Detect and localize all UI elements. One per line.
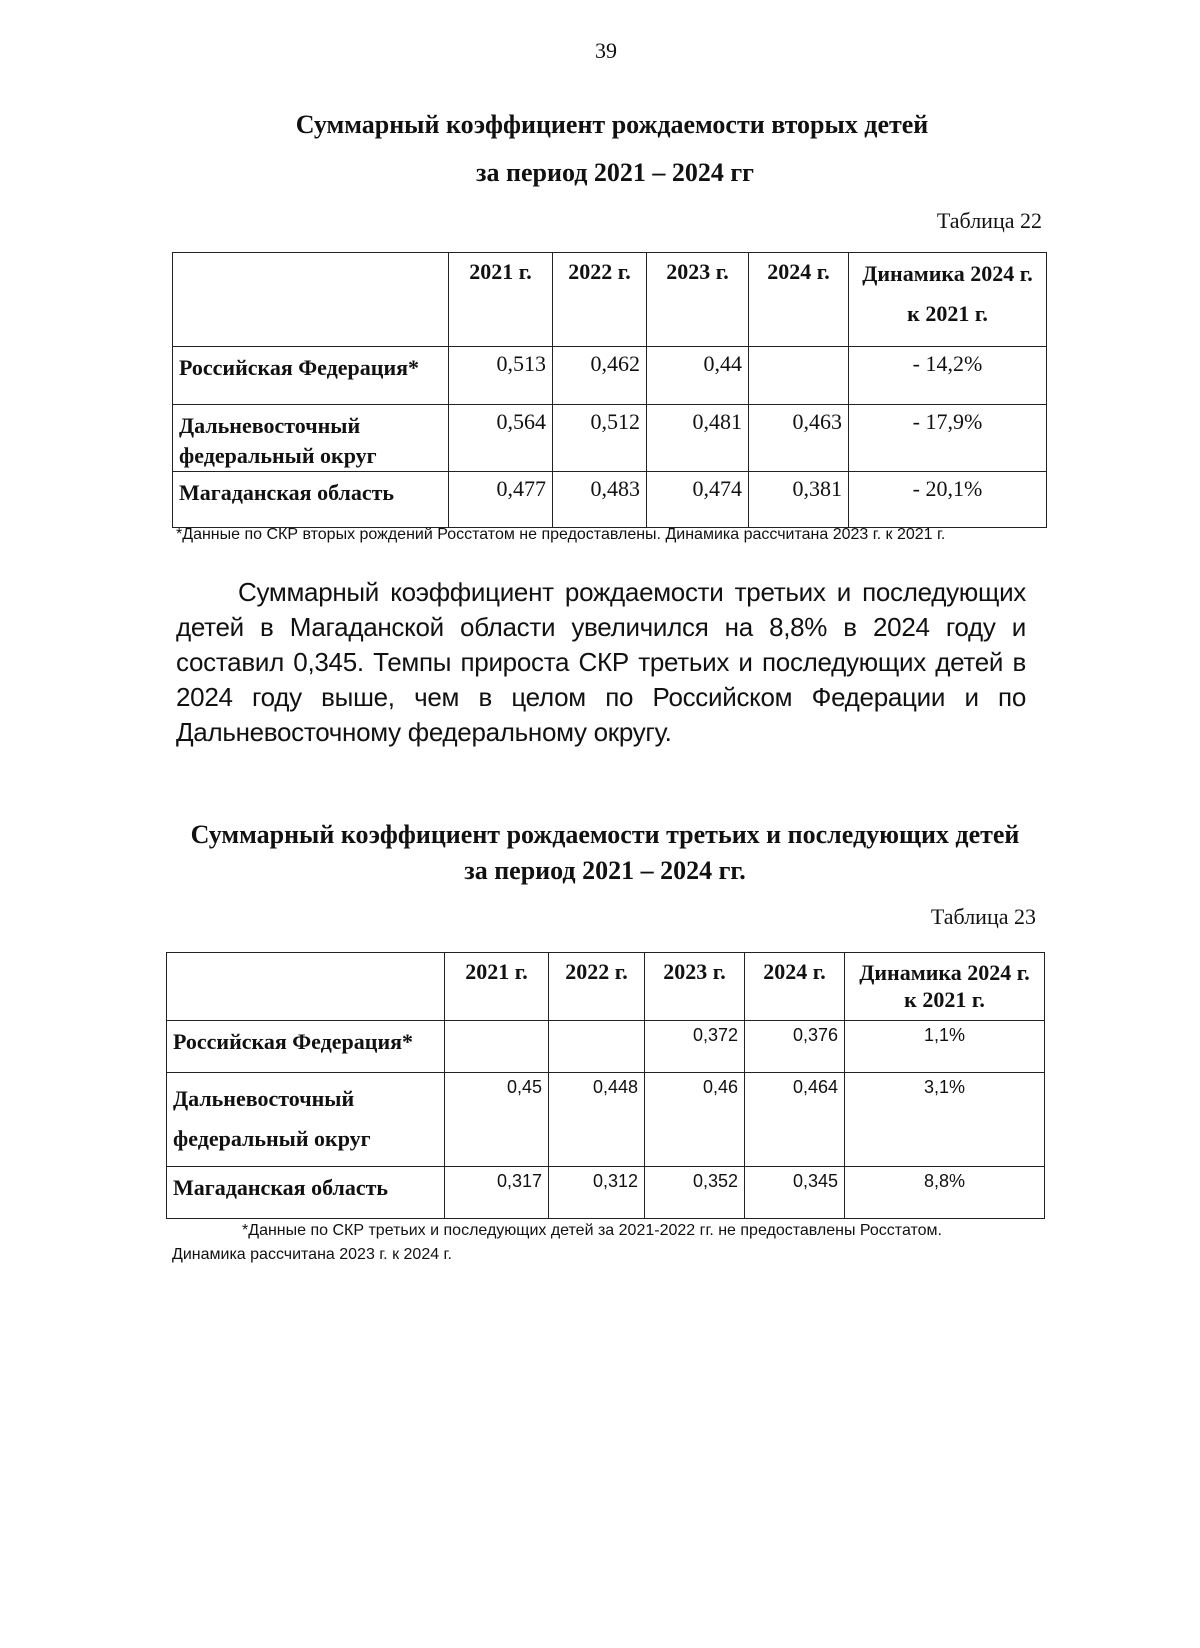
- table23-row-label-line2: федеральный округ: [173, 1126, 371, 1151]
- table22-cell: 0,477: [449, 472, 553, 528]
- table22-header-dynamics: [849, 253, 1047, 347]
- table22-row-label: Магаданская область: [173, 472, 449, 528]
- table22-cell: 0,483: [553, 472, 647, 528]
- table22-dynamics-cell: - 14,2%: [849, 347, 1047, 405]
- table23-cell: 0,464: [745, 1073, 845, 1167]
- table23-title-line2: за период 2021 – 2024 гг.: [464, 856, 746, 885]
- table23-dynamics-cell: 3,1%: [845, 1073, 1045, 1167]
- table23-header-2024: 2024 г.: [745, 953, 845, 1021]
- table23: [166, 952, 1045, 1219]
- table22-dynamics-cell: - 17,9%: [849, 405, 1047, 472]
- table23-dynamics-cell: 1,1%: [845, 1021, 1045, 1073]
- table23-row-label: Российская Федерация*: [167, 1021, 445, 1073]
- table-row: [167, 1021, 1045, 1073]
- table22-caption: Таблица 22: [936, 208, 1042, 233]
- table22-header-2022: 2022 г.: [553, 253, 647, 347]
- table23-footnote-line2: Динамика рассчитана 2023 г. к 2024 г.: [172, 1246, 452, 1263]
- table23-row-label: [167, 1073, 445, 1167]
- table-row: [173, 405, 1047, 472]
- table23-cell: 0,317: [445, 1167, 549, 1219]
- table22-cell: 0,512: [553, 405, 647, 472]
- table23-caption: Таблица 23: [930, 904, 1036, 929]
- table23-cell: 0,46: [645, 1073, 745, 1167]
- table23-cell: 0,372: [645, 1021, 745, 1073]
- table22-cell: 0,564: [449, 405, 553, 472]
- table22-cell: 0,463: [749, 405, 849, 472]
- table22-cell: 0,474: [647, 472, 749, 528]
- table22-dynamics-cell: - 20,1%: [849, 472, 1047, 528]
- table23-header-dynamics-line2: к 2021 г.: [904, 987, 985, 1012]
- table22-header-empty: [173, 253, 449, 347]
- table22-cell: 0,462: [553, 347, 647, 405]
- table22-row-label: Дальневосточный федеральный округ: [173, 405, 449, 472]
- table23-cell: 0,352: [645, 1167, 745, 1219]
- table22-header-dynamics-line2: к 2021 г.: [907, 301, 988, 326]
- body-paragraph: [176, 575, 1026, 750]
- table22-header-2024: 2024 г.: [749, 253, 849, 347]
- table23-cell: [549, 1021, 645, 1073]
- table23-header-2023: 2023 г.: [645, 953, 745, 1021]
- table22-header-2023: 2023 г.: [647, 253, 749, 347]
- table23-header-empty: [167, 953, 445, 1021]
- table22-footnote: *Данные по СКР вторых рождений Росстатом не предоставлены. Динамика рассчитана 2023 г. к 2021 г.: [176, 526, 946, 543]
- table23-row-label: Магаданская область: [167, 1167, 445, 1219]
- table23-header-row: [167, 953, 1045, 1021]
- table23-cell: 0,312: [549, 1167, 645, 1219]
- table22-cell: 0,381: [749, 472, 849, 528]
- table22-header-2021: 2021 г.: [449, 253, 553, 347]
- table22-title-line2: за период 2021 – 2024 гг: [476, 158, 754, 187]
- table23-cell: [445, 1021, 549, 1073]
- table23-cell: 0,376: [745, 1021, 845, 1073]
- table23-cell: 0,45: [445, 1073, 549, 1167]
- body-paragraph-text: Суммарный коэффициент рождаемости третьих и последующих детей в Магаданской области увеличился на 8,8% в 2024 году и составил 0,345. Темпы прироста СКР третьих и последующих детей в 2024 году выше, чем в целом по Российском Федерации и по Дальневосточному федеральному округу.: [176, 577, 1026, 747]
- table22-cell: [749, 347, 849, 405]
- table22-cell: 0,513: [449, 347, 553, 405]
- table23-cell: 0,448: [549, 1073, 645, 1167]
- table23-row-label-line1: Дальневосточный: [173, 1086, 355, 1111]
- table23-footnote-line1: *Данные по СКР третьих и последующих детей за 2021-2022 гг. не предоставлены Росстатом.: [242, 1222, 942, 1239]
- table23-header-dynamics: [845, 953, 1045, 1021]
- table22-title-line1: Суммарный коэффициент рождаемости вторых детей: [295, 110, 929, 139]
- table22-cell: 0,481: [647, 405, 749, 472]
- table23-header-2022: 2022 г.: [549, 953, 645, 1021]
- table22-cell: 0,44: [647, 347, 749, 405]
- table-row: [167, 1073, 1045, 1167]
- table23-title-line1: Суммарный коэффициент рождаемости третьих и последующих детей: [190, 820, 1020, 849]
- table23-dynamics-cell: 8,8%: [845, 1167, 1045, 1219]
- table22-row-label: Российская Федерация*: [173, 347, 449, 405]
- table22-header-dynamics-line1: Динамика 2024 г.: [862, 261, 1033, 286]
- table22: [172, 252, 1047, 528]
- page-number: 39: [595, 38, 617, 63]
- table-row: [173, 347, 1047, 405]
- table-row: [173, 472, 1047, 528]
- table23-header-dynamics-line1: Динамика 2024 г.: [859, 960, 1030, 985]
- table23-header-2021: 2021 г.: [445, 953, 549, 1021]
- table23-cell: 0,345: [745, 1167, 845, 1219]
- table-row: [167, 1167, 1045, 1219]
- table22-header-row: [173, 253, 1047, 347]
